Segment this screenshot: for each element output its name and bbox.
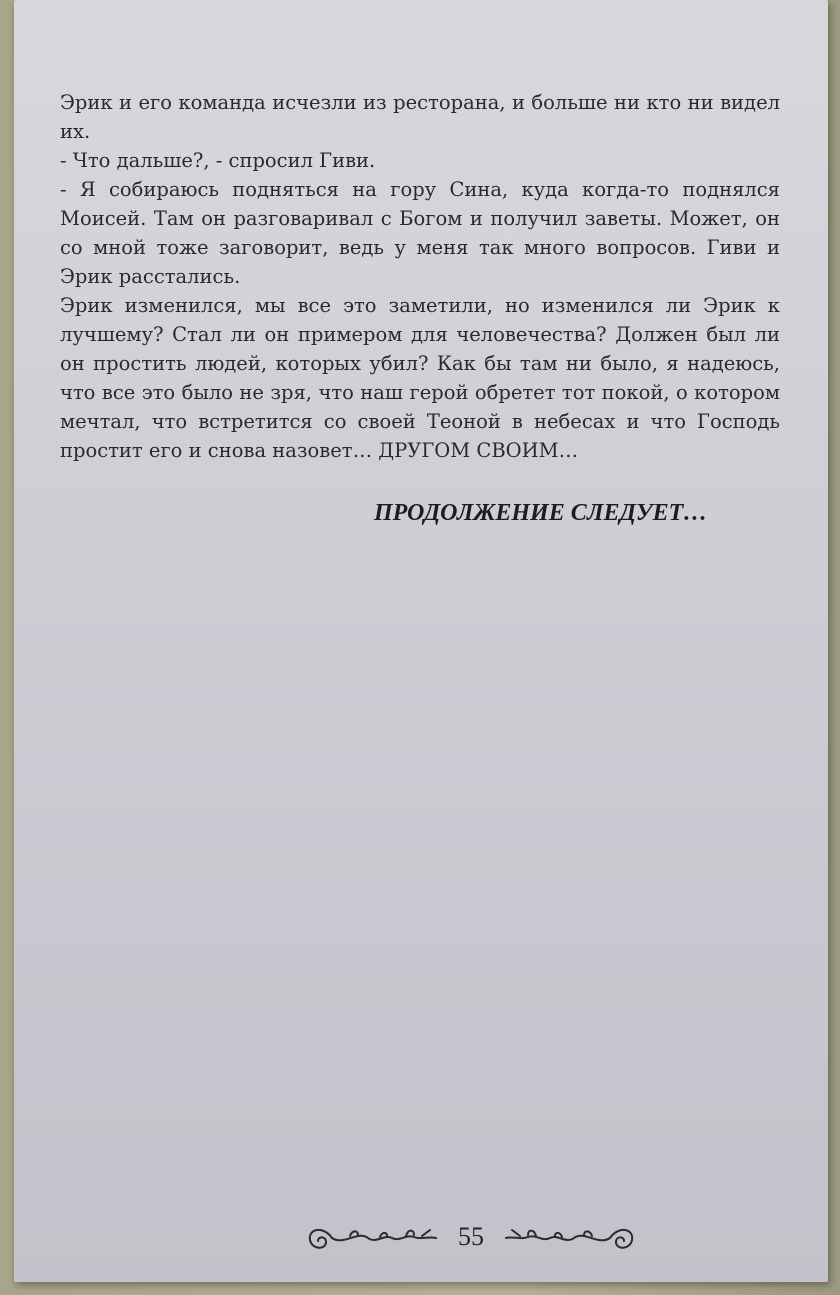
to-be-continued: ПРОДОЛЖЕНИЕ СЛЕДУЕТ… [374,500,708,526]
scroll-ornament-icon [500,1220,640,1256]
paragraph-1: Эрик и его команда исчезли из ресторана, и больше ни кто ни видел их. [60,91,780,143]
paragraph-2: - Что дальше?, - спросил Гиви. [60,149,376,172]
scroll-ornament-icon [302,1220,442,1256]
page-number: 55 [458,1222,484,1251]
book-page [14,0,828,1282]
paragraph-4: Эрик изменился, мы все это заметили, но изменился ли Эрик к лучшему? Стал ли он примером для человечества? Должен был ли он простить людей, которых убил? Как бы там ни было, я надеюсь, что все это было не зря, что наш герой обретет тот покой, о котором мечтал, что встретится со своей Теоной в небесах и что Господь простит его и снова назовет… ДРУГОМ СВОИМ… [60,294,780,462]
page-footer [14,1218,828,1258]
body-text [60,88,780,465]
paragraph-3: - Я собираюсь подняться на гору Сина, куда когда-то поднялся Моисей. Там он разговаривал с Богом и получил заветы. Может, он со мной тоже заговорит, ведь у меня так много вопросов. Гиви и Эрик расстались. [60,178,780,288]
